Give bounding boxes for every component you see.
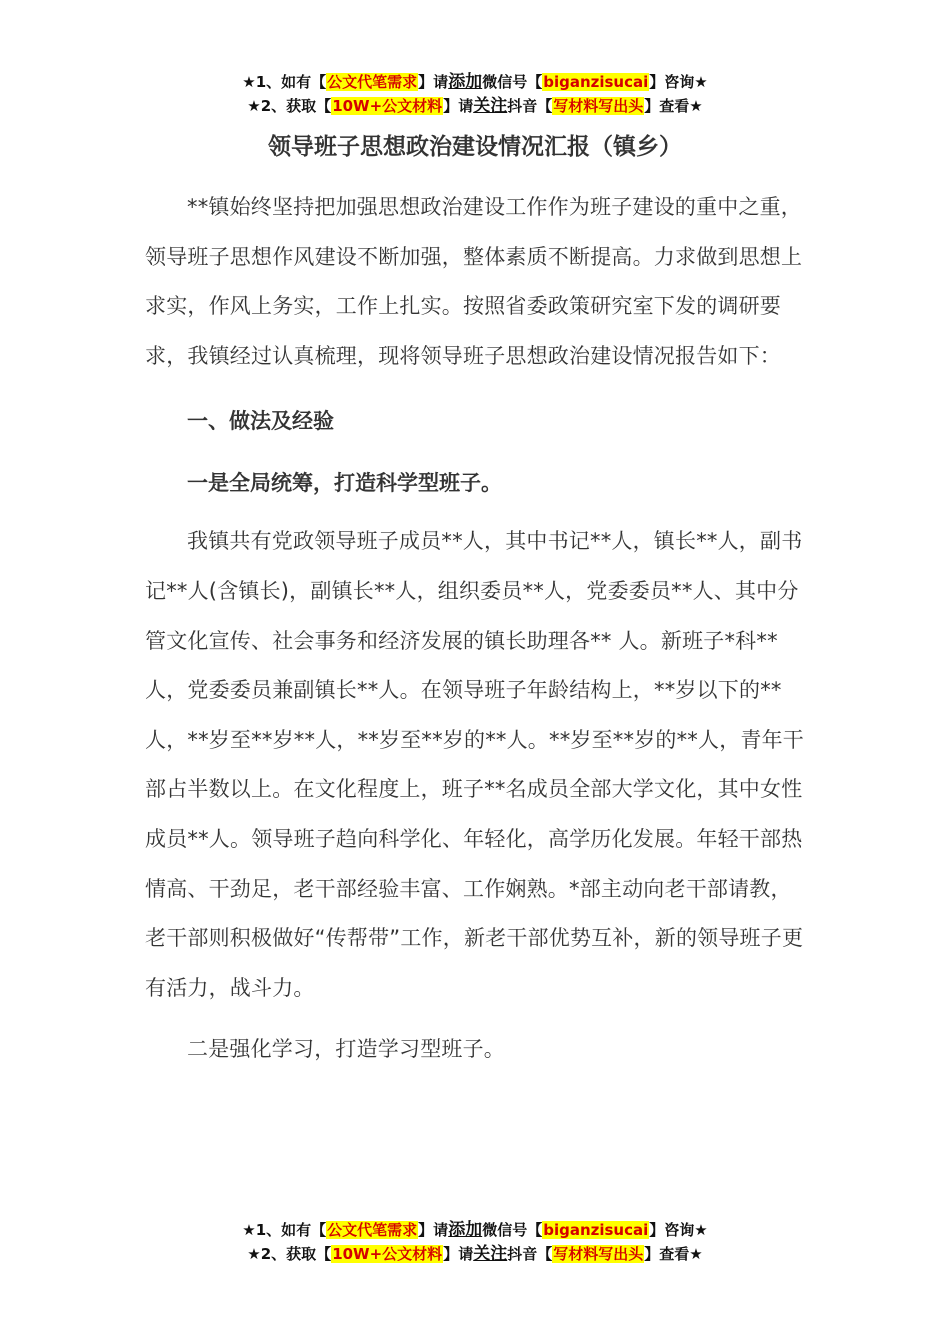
header-banner (0, 70, 950, 118)
banner-text: 抖音【 (507, 1245, 553, 1263)
banner-text: ★2、获取【 (247, 97, 332, 115)
banner-text: ★1、如有【 (242, 73, 327, 91)
banner-highlight: 10W+公文材料 (332, 97, 443, 115)
document-title: 领导班子思想政治建设情况汇报（镇乡） (268, 134, 682, 160)
footer-banner (0, 1218, 950, 1266)
section-heading: 一、做法及经验 (187, 409, 334, 434)
banner-emphasis: 关注 (473, 96, 508, 116)
banner-text: 】请 (418, 1221, 449, 1239)
banner-text: 微信号【 (482, 73, 543, 91)
body-paragraph: 我镇共有党政领导班子成员**人，其中书记**人，镇长**人，副书记**人(含镇长)，副镇长**人，组织委员**人，党委委员**人、其中分管文化宣传、社会事务和经济发展的镇长助理各** 人。新班子*科**人，党委委员兼副镇长**人。在领导班子年龄结构上，**岁以下的**人，**岁至**岁**人，**岁至**岁的**人。**岁至**岁的**人，青年干部占半数以上。在文化程度上，班子**名成员全部大学文化，其中女性成员**人。领导班子趋向科学化、年轻化，高学历化发展。年轻干部热情高、干劲足，老干部经验丰富、工作娴熟。*部主动向老干部请教，老干部则积极做好“传帮带”工作，新老干部优势互补，新的领导班子更有活力，战斗力。 (145, 529, 804, 1000)
banner-highlight: 公文代笔需求 (327, 73, 418, 91)
banner-highlight: 10W+公文材料 (332, 1245, 443, 1263)
banner-text: 】请 (443, 1245, 474, 1263)
banner-text: 】查看★ (644, 97, 703, 115)
banner-wechat-id: biganzisucai (543, 73, 649, 91)
banner-text: 微信号【 (482, 1221, 543, 1239)
banner-highlight: 公文代笔需求 (327, 1221, 418, 1239)
banner-text: 】请 (418, 73, 449, 91)
banner-douyin-id: 写材料写出头 (553, 1245, 644, 1263)
banner-text: ★1、如有【 (242, 1221, 327, 1239)
banner-emphasis: 关注 (473, 1244, 508, 1264)
banner-emphasis: 添加 (448, 72, 483, 92)
banner-text: 】咨询★ (649, 1221, 708, 1239)
banner-line-2 (0, 1242, 950, 1266)
intro-paragraph: **镇始终坚持把加强思想政治建设工作作为班子建设的重中之重，领导班子思想作风建设不断加强，整体素质不断提高。力求做到思想上求实，作风上务实，工作上扎实。按照省委政策研究室下发的调研要求，我镇经过认真梳理，现将领导班子思想政治建设情况报告如下： (145, 195, 803, 368)
banner-text: 抖音【 (507, 97, 553, 115)
banner-text: 】咨询★ (649, 73, 708, 91)
banner-text: 】查看★ (644, 1245, 703, 1263)
banner-line-1 (0, 1218, 950, 1242)
body-paragraph-2: 二是强化学习，打造学习型班子。 (187, 1037, 505, 1062)
banner-emphasis: 添加 (448, 1220, 483, 1240)
banner-wechat-id: biganzisucai (543, 1221, 649, 1239)
document-body (145, 183, 805, 1075)
subsection-heading: 一是全局统筹，打造科学型班子。 (187, 471, 502, 496)
banner-douyin-id: 写材料写出头 (553, 97, 644, 115)
banner-line-1 (0, 70, 950, 94)
banner-text: ★2、获取【 (247, 1245, 332, 1263)
banner-text: 】请 (443, 97, 474, 115)
banner-line-2 (0, 94, 950, 118)
